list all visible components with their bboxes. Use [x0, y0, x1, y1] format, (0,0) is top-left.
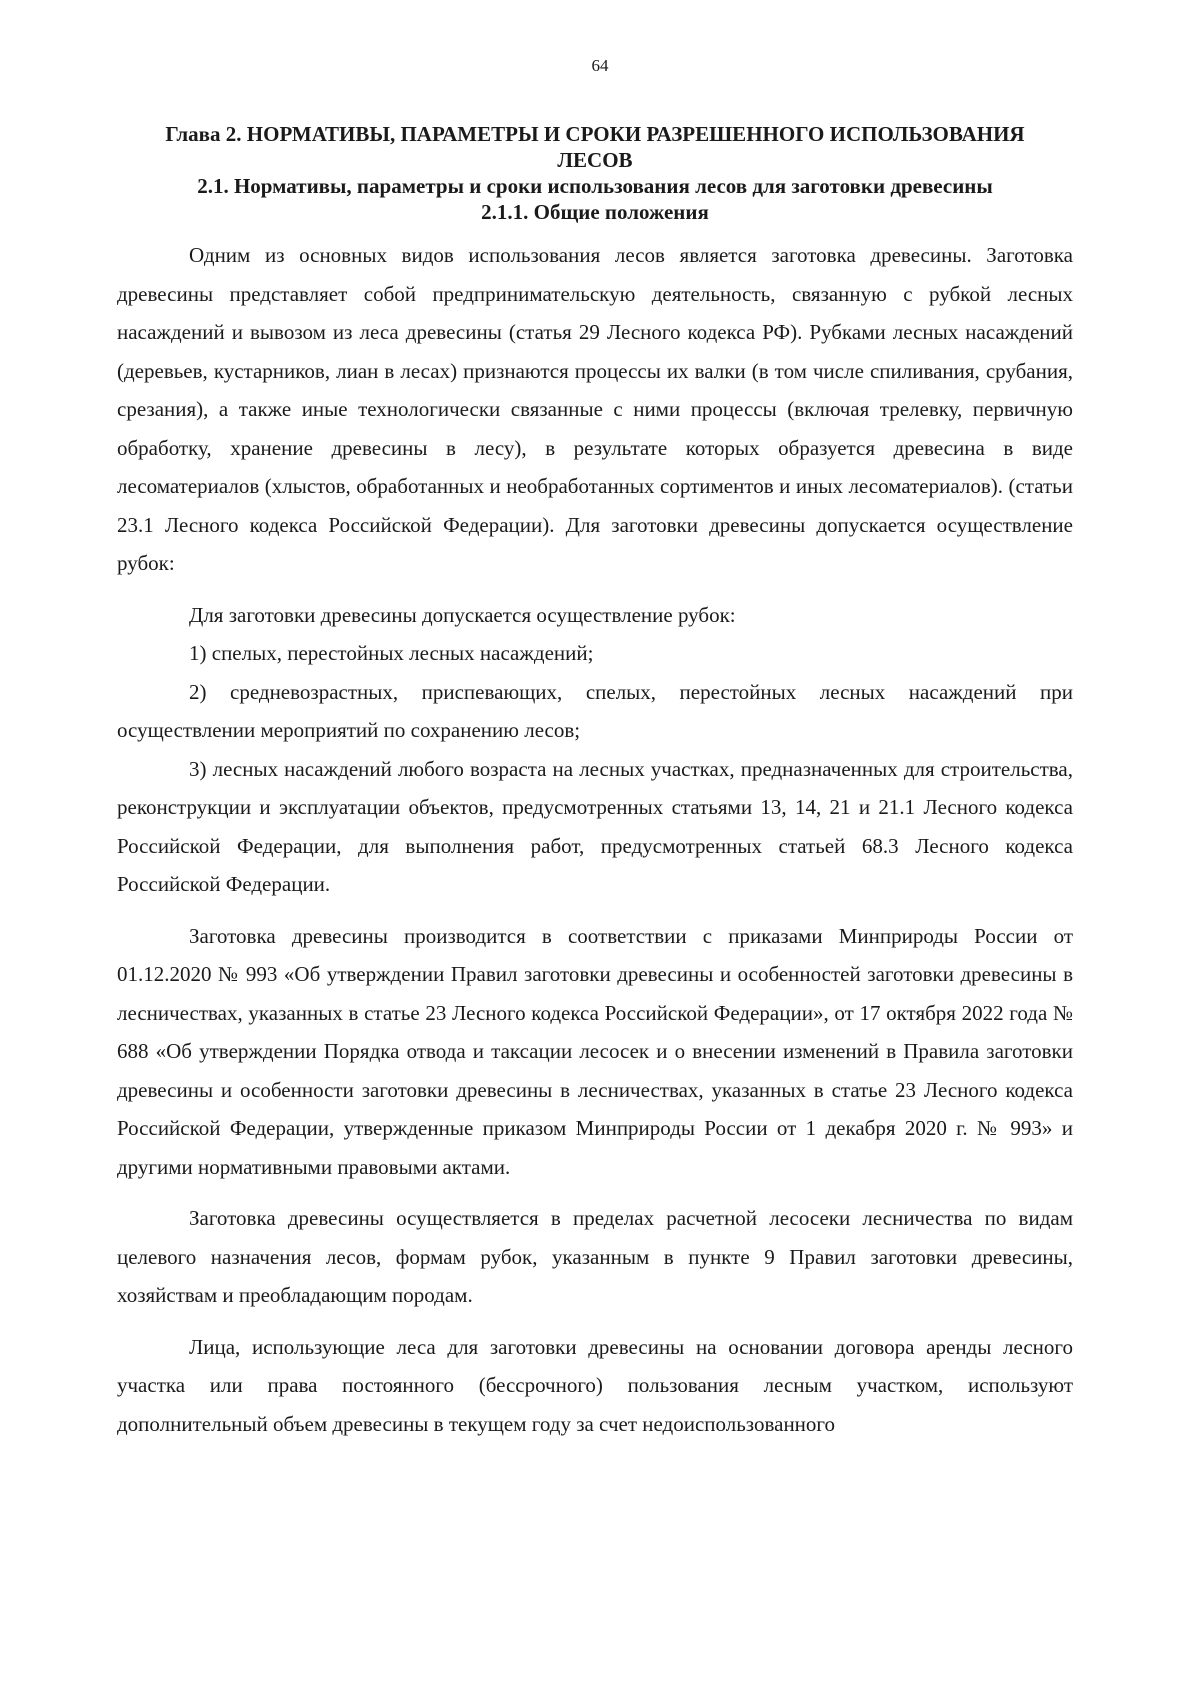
paragraph: Для заготовки древесины допускается осуществление рубок:: [189, 602, 736, 627]
subsection-title: 2.1.1. Общие положения: [481, 200, 709, 224]
paragraph: Одним из основных видов использования лесов является заготовка древесины. Заготовка древесины представляет собой предпринимательскую деятельность, связанную с рубкой лесных насаждений и вывозом из леса древесины (статья 29 Лесного кодекса РФ). Рубками лесных насаждений (деревьев, кустарников, лиан в лесах) признаются процессы их валки (в том числе спиливания, срубания, срезания), а также иные технологически связанные с ними процессы (включая трелевку, первичную обработку, хранение древесины в лесу), в результате которых образуется древесина в виде лесоматериалов (хлыстов, обработанных и необработанных сортиментов и иных лесоматериалов). (статьи 23.1 Лесного кодекса Российской Федерации). Для заготовки древесины допускается осуществление рубок:: [117, 243, 1073, 575]
paragraph: Заготовка древесины осуществляется в пределах расчетной лесосеки лесничества по видам целевого назначения лесов, формам рубок, указанным в пункте 9 Правил заготовки древесины, хозяйствам и преобладающим породам.: [117, 1206, 1073, 1307]
page-number: 64: [591, 56, 609, 75]
body-text: [117, 236, 1073, 1443]
paragraph: Лица, использующие леса для заготовки древесины на основании договора аренды лесного участка или права постоянного (бессрочного) пользования лесным участком, используют дополнительный объем древесины в текущем году за счет недоиспользованного: [117, 1334, 1073, 1436]
chapter-title: Глава 2. НОРМАТИВЫ, ПАРАМЕТРЫ И СРОКИ РАЗРЕШЕННОГО ИСПОЛЬЗОВАНИЯ ЛЕСОВ: [165, 122, 1025, 172]
paragraph: Заготовка древесины производится в соответствии с приказами Минприроды России от 01.12.2020 № 993 «Об утверждении Правил заготовки древесины и особенностей заготовки древесины в лесничествах, указанных в статье 23 Лесного кодекса Российской Федерации», от 17 октября 2022 года № 688 «Об утверждении Порядка отвода и таксации лесосек и о внесении изменений в Правила заготовки древесины и особенности заготовки древесины в лесничествах, указанных в статье 23 Лесного кодекса Российской Федерации, утвержденные приказом Минприроды России от 1 декабря 2020 г. № 993» и другими нормативными правовыми актами.: [117, 923, 1073, 1179]
list-item: 3) лесных насаждений любого возраста на лесных участках, предназначенных для строительства, реконструкции и эксплуатации объектов, предусмотренных статьями 13, 14, 21 и 21.1 Лесного кодекса Российской Федерации, для выполнения работ, предусмотренных статьей 68.3 Лесного кодекса Российской Федерации.: [117, 756, 1073, 896]
section-title: 2.1. Нормативы, параметры и сроки использования лесов для заготовки древесины: [197, 174, 993, 198]
list-item: 1) спелых, перестойных лесных насаждений;: [189, 641, 594, 665]
list-item: 2) средневозрастных, приспевающих, спелых, перестойных лесных насаждений при осуществлении мероприятий по сохранению лесов;: [117, 679, 1073, 742]
